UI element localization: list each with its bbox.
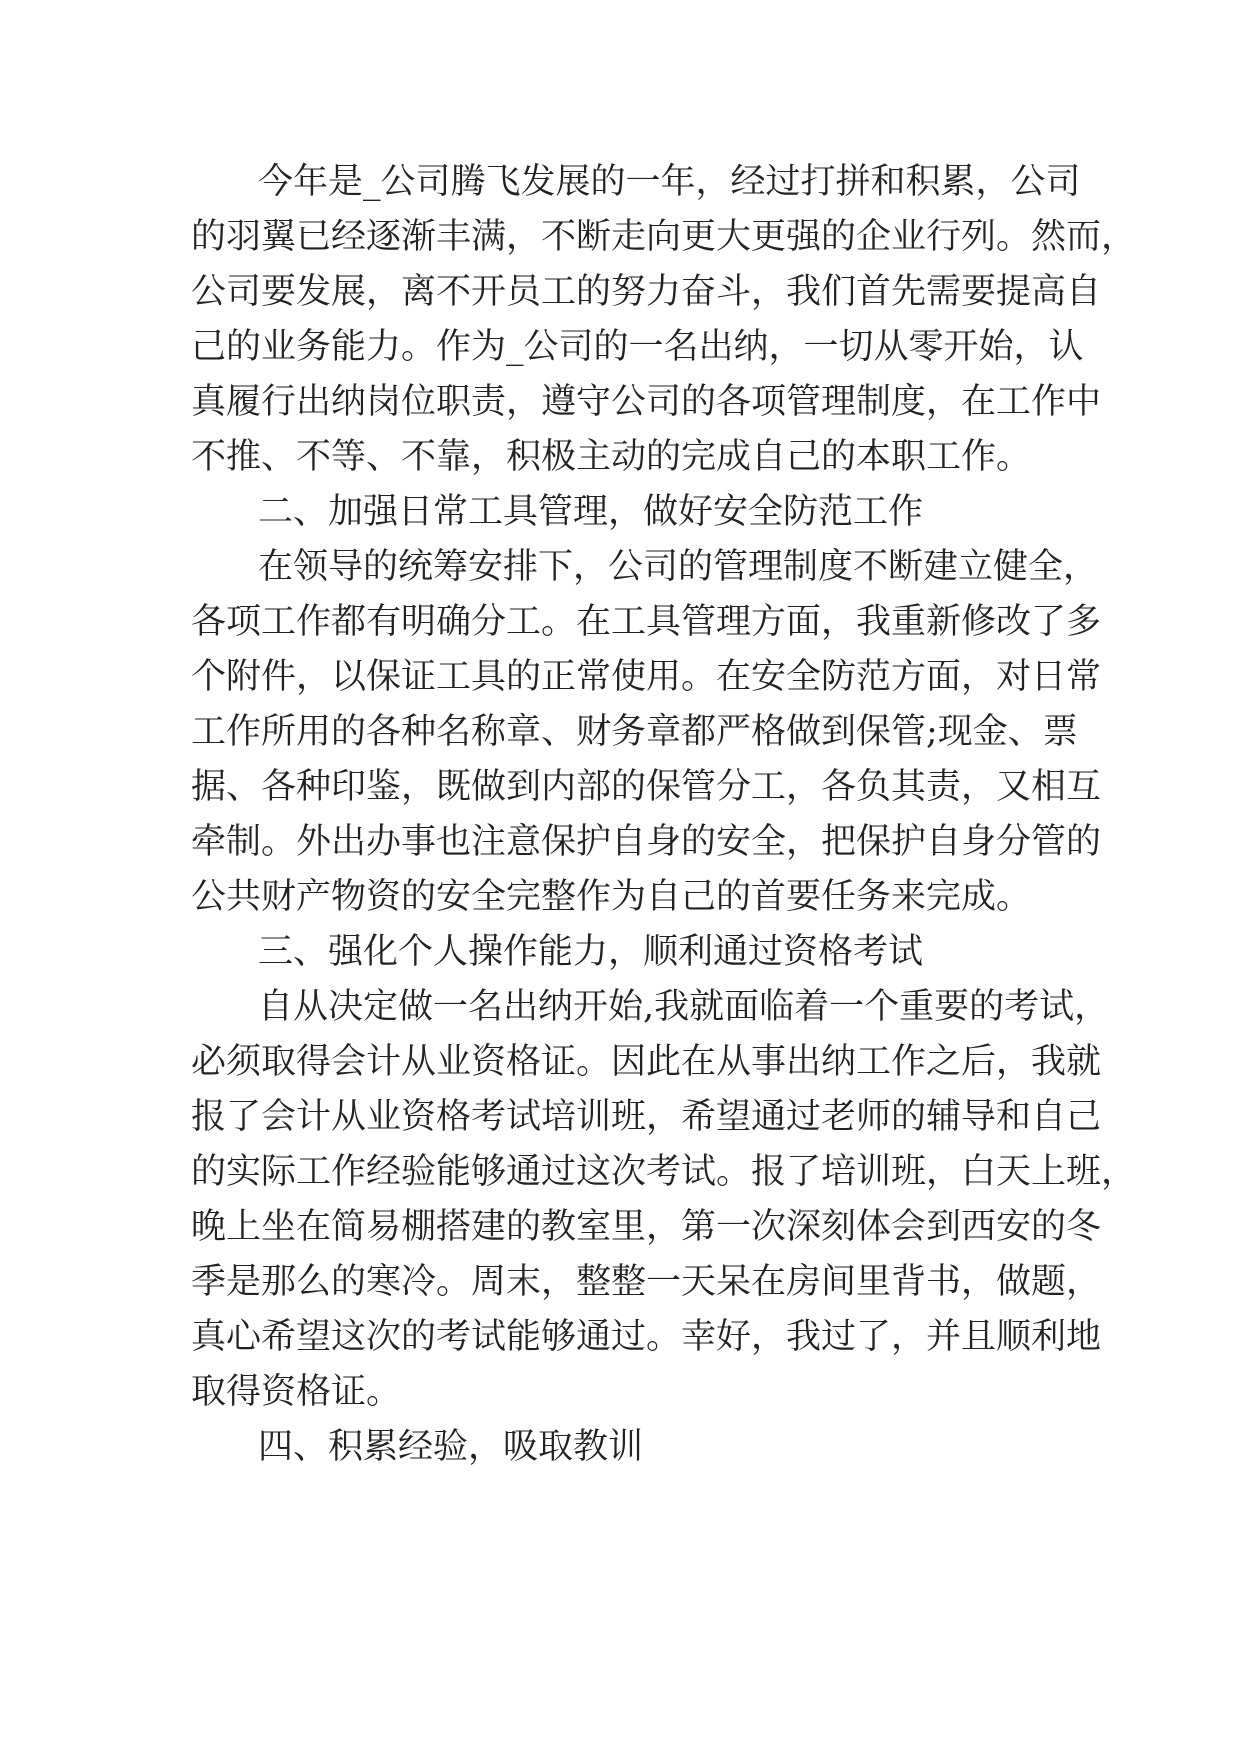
paragraph-safety-line: 个附件，以保证工具的正常使用。在安全防范方面，对日常 <box>191 657 1102 697</box>
paragraph-safety-line: 在领导的统筹安排下，公司的管理制度不断建立健全， <box>258 547 1099 587</box>
paragraph-exam-line: 取得资格证。 <box>191 1372 402 1412</box>
paragraph-safety-line: 牵制。外出办事也注意保护自身的安全，把保护自身分管的 <box>191 822 1102 862</box>
paragraph-exam-line: 报了会计从业资格考试培训班，希望通过老师的辅导和自己 <box>191 1097 1102 1137</box>
paragraph-intro-line: 不推、不等、不靠，积极主动的完成自己的本职工作。 <box>191 437 1032 477</box>
section-heading-three: 三、强化个人操作能力，顺利通过资格考试 <box>258 932 924 972</box>
paragraph-intro-line: 今年是_公司腾飞发展的一年，经过打拼和积累，公司 <box>258 162 1081 202</box>
paragraph-exam-line: 的实际工作经验能够通过这次考试。报了培训班，白天上班， <box>191 1152 1137 1192</box>
section-heading-four: 四、积累经验，吸取教训 <box>258 1427 644 1467</box>
paragraph-safety-line: 公共财产物资的安全完整作为自己的首要任务来完成。 <box>191 877 1032 917</box>
paragraph-exam-line: 自从决定做一名出纳开始,我就面临着一个重要的考试， <box>258 987 1110 1027</box>
paragraph-exam-line: 晚上坐在简易棚搭建的教室里，第一次深刻体会到西安的冬 <box>191 1207 1102 1247</box>
section-heading-two: 二、加强日常工具管理，做好安全防范工作 <box>258 492 924 532</box>
paragraph-exam-line: 真心希望这次的考试能够通过。幸好，我过了，并且顺利地 <box>191 1317 1102 1357</box>
paragraph-safety-line: 据、各种印鉴，既做到内部的保管分工，各负其责，又相互 <box>191 767 1102 807</box>
paragraph-exam-line: 必须取得会计从业资格证。因此在从事出纳工作之后，我就 <box>191 1042 1102 1082</box>
paragraph-safety-line: 工作所用的各种名称章、财务章都严格做到保管;现金、票 <box>191 712 1078 752</box>
paragraph-exam-line: 季是那么的寒冷。周末，整整一天呆在房间里背书，做题， <box>191 1262 1102 1302</box>
paragraph-intro-line: 真履行出纳岗位职责，遵守公司的各项管理制度，在工作中 <box>191 382 1102 422</box>
paragraph-intro-line: 己的业务能力。作为_公司的一名出纳，一切从零开始，认 <box>191 327 1084 367</box>
paragraph-intro-line: 公司要发展，离不开员工的努力奋斗，我们首先需要提高自 <box>191 272 1102 312</box>
paragraph-intro-line: 的羽翼已经逐渐丰满，不断走向更大更强的企业行列。然而， <box>191 217 1137 257</box>
paragraph-safety-line: 各项工作都有明确分工。在工具管理方面，我重新修改了多 <box>191 602 1102 642</box>
